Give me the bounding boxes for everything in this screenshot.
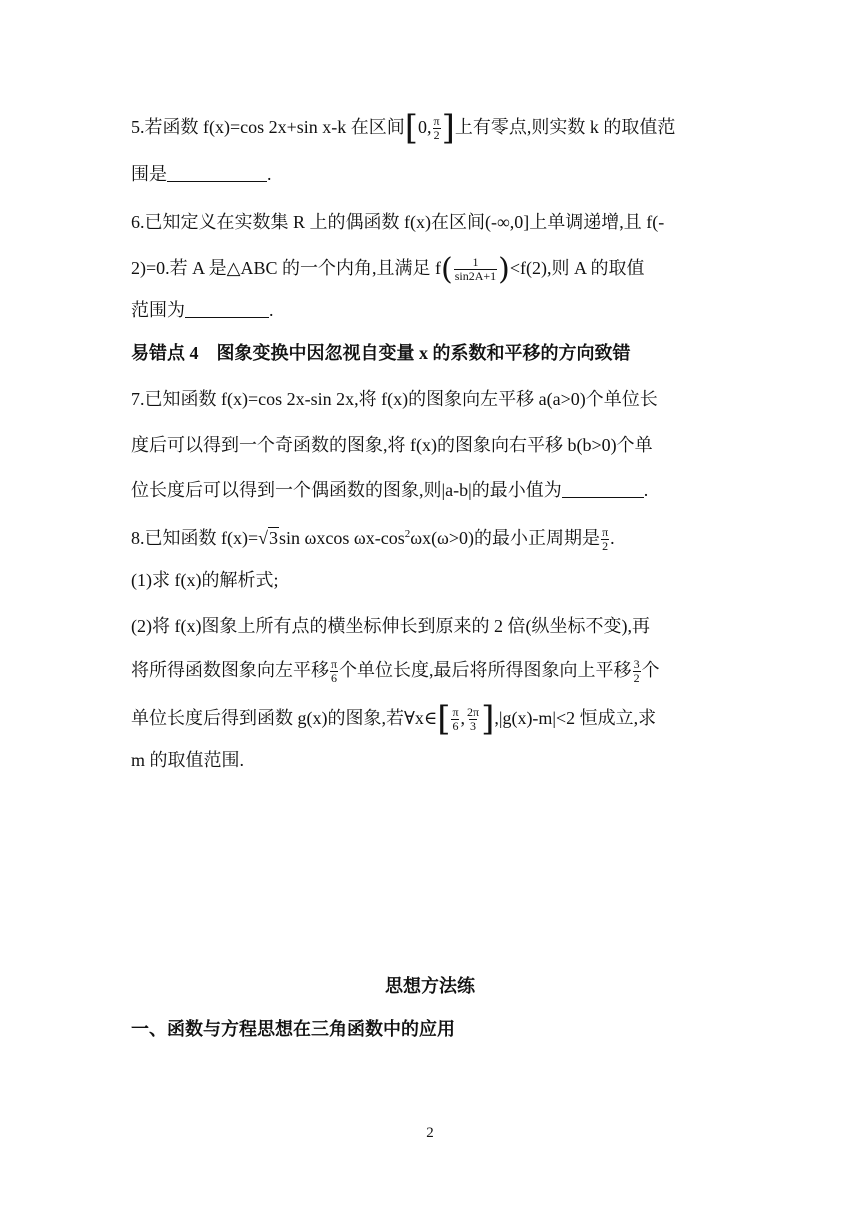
- problem-6-line-3: [131, 298, 274, 322]
- problem-7-line-1: [131, 387, 658, 411]
- frac-denominator: 2: [433, 128, 440, 143]
- text: .: [267, 164, 272, 184]
- frac-numerator: π: [452, 705, 459, 720]
- fraction: [601, 526, 609, 553]
- fraction: [466, 706, 480, 733]
- text: 8.已知函数 f(x)=: [131, 528, 259, 548]
- answer-blank[interactable]: [167, 163, 267, 182]
- frac-denominator: 6: [452, 719, 459, 734]
- right-paren: ): [498, 252, 510, 287]
- frac-numerator: π: [433, 114, 440, 129]
- sqrt: √3: [258, 528, 279, 548]
- text: 范围为: [131, 300, 185, 320]
- fraction: [433, 115, 441, 142]
- problem-8-part-2-line-2: [131, 658, 660, 685]
- right-bracket: ]: [441, 108, 455, 148]
- section-heading-4: 易错点 4 图象变换中因忽视自变量 x 的系数和平移的方向致错: [131, 343, 631, 363]
- fraction: [451, 706, 459, 733]
- superscript: 2: [404, 528, 411, 540]
- frac-denominator: 6: [331, 671, 338, 686]
- text: ωx(ω>0)的最小正周期是: [410, 528, 601, 548]
- problem-5-line-2: [131, 162, 272, 186]
- frac-numerator: 1: [472, 255, 479, 270]
- text: 将所得函数图象向左平移: [131, 660, 329, 680]
- text: 6.已知定义在实数集 R 上的偶函数 f(x)在区间(-∞,0]上单调递增,且 f(-: [131, 212, 665, 232]
- problem-6-line-2: [131, 252, 645, 287]
- fraction: [330, 658, 338, 685]
- frac-denominator: 2: [602, 539, 609, 554]
- text: .: [269, 300, 274, 320]
- frac-numerator: π: [602, 525, 609, 540]
- problem-6-line-1: [131, 210, 664, 234]
- text: 5.若函数 f(x)=cos 2x+sin x-k 在区间: [131, 117, 405, 137]
- text: 度后可以得到一个奇函数的图象,将 f(x)的图象向右平移 b(b>0)个单: [131, 435, 653, 455]
- frac-denominator: sin2A+1: [454, 269, 497, 284]
- text: 位长度后可以得到一个偶函数的图象,则|a-b|的最小值为: [131, 480, 562, 500]
- problem-8-part-2-line-1: [131, 614, 650, 638]
- text: ,|g(x)-m|<2 恒成立,求: [494, 708, 657, 728]
- problem-8-part-2-line-3: 单位长度后得到函数 g(x)的图象,若∀x∈[ $\frac{\pi}{6}$ , $\frac{2\pi}{3}$ ],|g(x)-m|<2 恒成立,求: [131, 699, 657, 739]
- left-bracket: [: [437, 699, 451, 739]
- left-bracket: [: [404, 108, 419, 148]
- text: 个单位长度,最后将所得图象向上平移: [339, 660, 632, 680]
- method-title: 思想方法练: [385, 976, 475, 996]
- problem-8-part-1: [131, 568, 278, 592]
- text: <f(2),则 A 的取值: [509, 258, 645, 278]
- problem-8-line-1: [131, 522, 615, 553]
- frac-numerator: 2π: [467, 705, 480, 720]
- right-bracket: ]: [481, 699, 495, 739]
- text: 7.已知函数 f(x)=cos 2x-sin 2x,将 f(x)的图象向左平移 a(a>0)个单位长: [131, 389, 658, 409]
- text: 围是: [131, 164, 167, 184]
- text: sin ωxcos ωx-cos: [279, 528, 405, 548]
- text: (1)求 f(x)的解析式;: [131, 570, 279, 590]
- problem-7-line-2: [131, 433, 653, 457]
- text: 上有零点,则实数 k 的取值范: [454, 117, 676, 137]
- text: (2)将 f(x)图象上所有点的横坐标伸长到原来的 2 倍(纵坐标不变),再: [131, 616, 650, 636]
- frac-numerator: π: [331, 657, 338, 672]
- fraction: [633, 658, 641, 685]
- answer-blank[interactable]: [185, 299, 269, 318]
- fraction: [454, 256, 497, 283]
- interval-start: 0,: [418, 117, 432, 137]
- page-number: 2: [426, 1125, 434, 1141]
- problem-7-line-3: [131, 478, 648, 502]
- text: 单位长度后得到函数 g(x)的图象,若∀x∈: [131, 708, 438, 728]
- text: 个: [641, 660, 660, 680]
- frac-denominator: 3: [470, 719, 477, 734]
- text: .: [610, 528, 615, 548]
- frac-denominator: 2: [633, 671, 640, 686]
- left-paren: (: [441, 252, 453, 287]
- problem-5-line-1: [131, 108, 676, 148]
- text: .: [643, 480, 649, 500]
- frac-numerator: 3: [633, 657, 640, 672]
- text: m 的取值范围.: [131, 750, 245, 770]
- sqrt-radicand: 3: [269, 528, 279, 548]
- text: 2)=0.若 A 是△ABC 的一个内角,且满足 f: [131, 258, 441, 278]
- answer-blank[interactable]: [562, 479, 644, 498]
- problem-8-part-2-line-4: [131, 748, 244, 772]
- method-section-heading: 一、函数与方程思想在三角函数中的应用: [131, 1019, 455, 1039]
